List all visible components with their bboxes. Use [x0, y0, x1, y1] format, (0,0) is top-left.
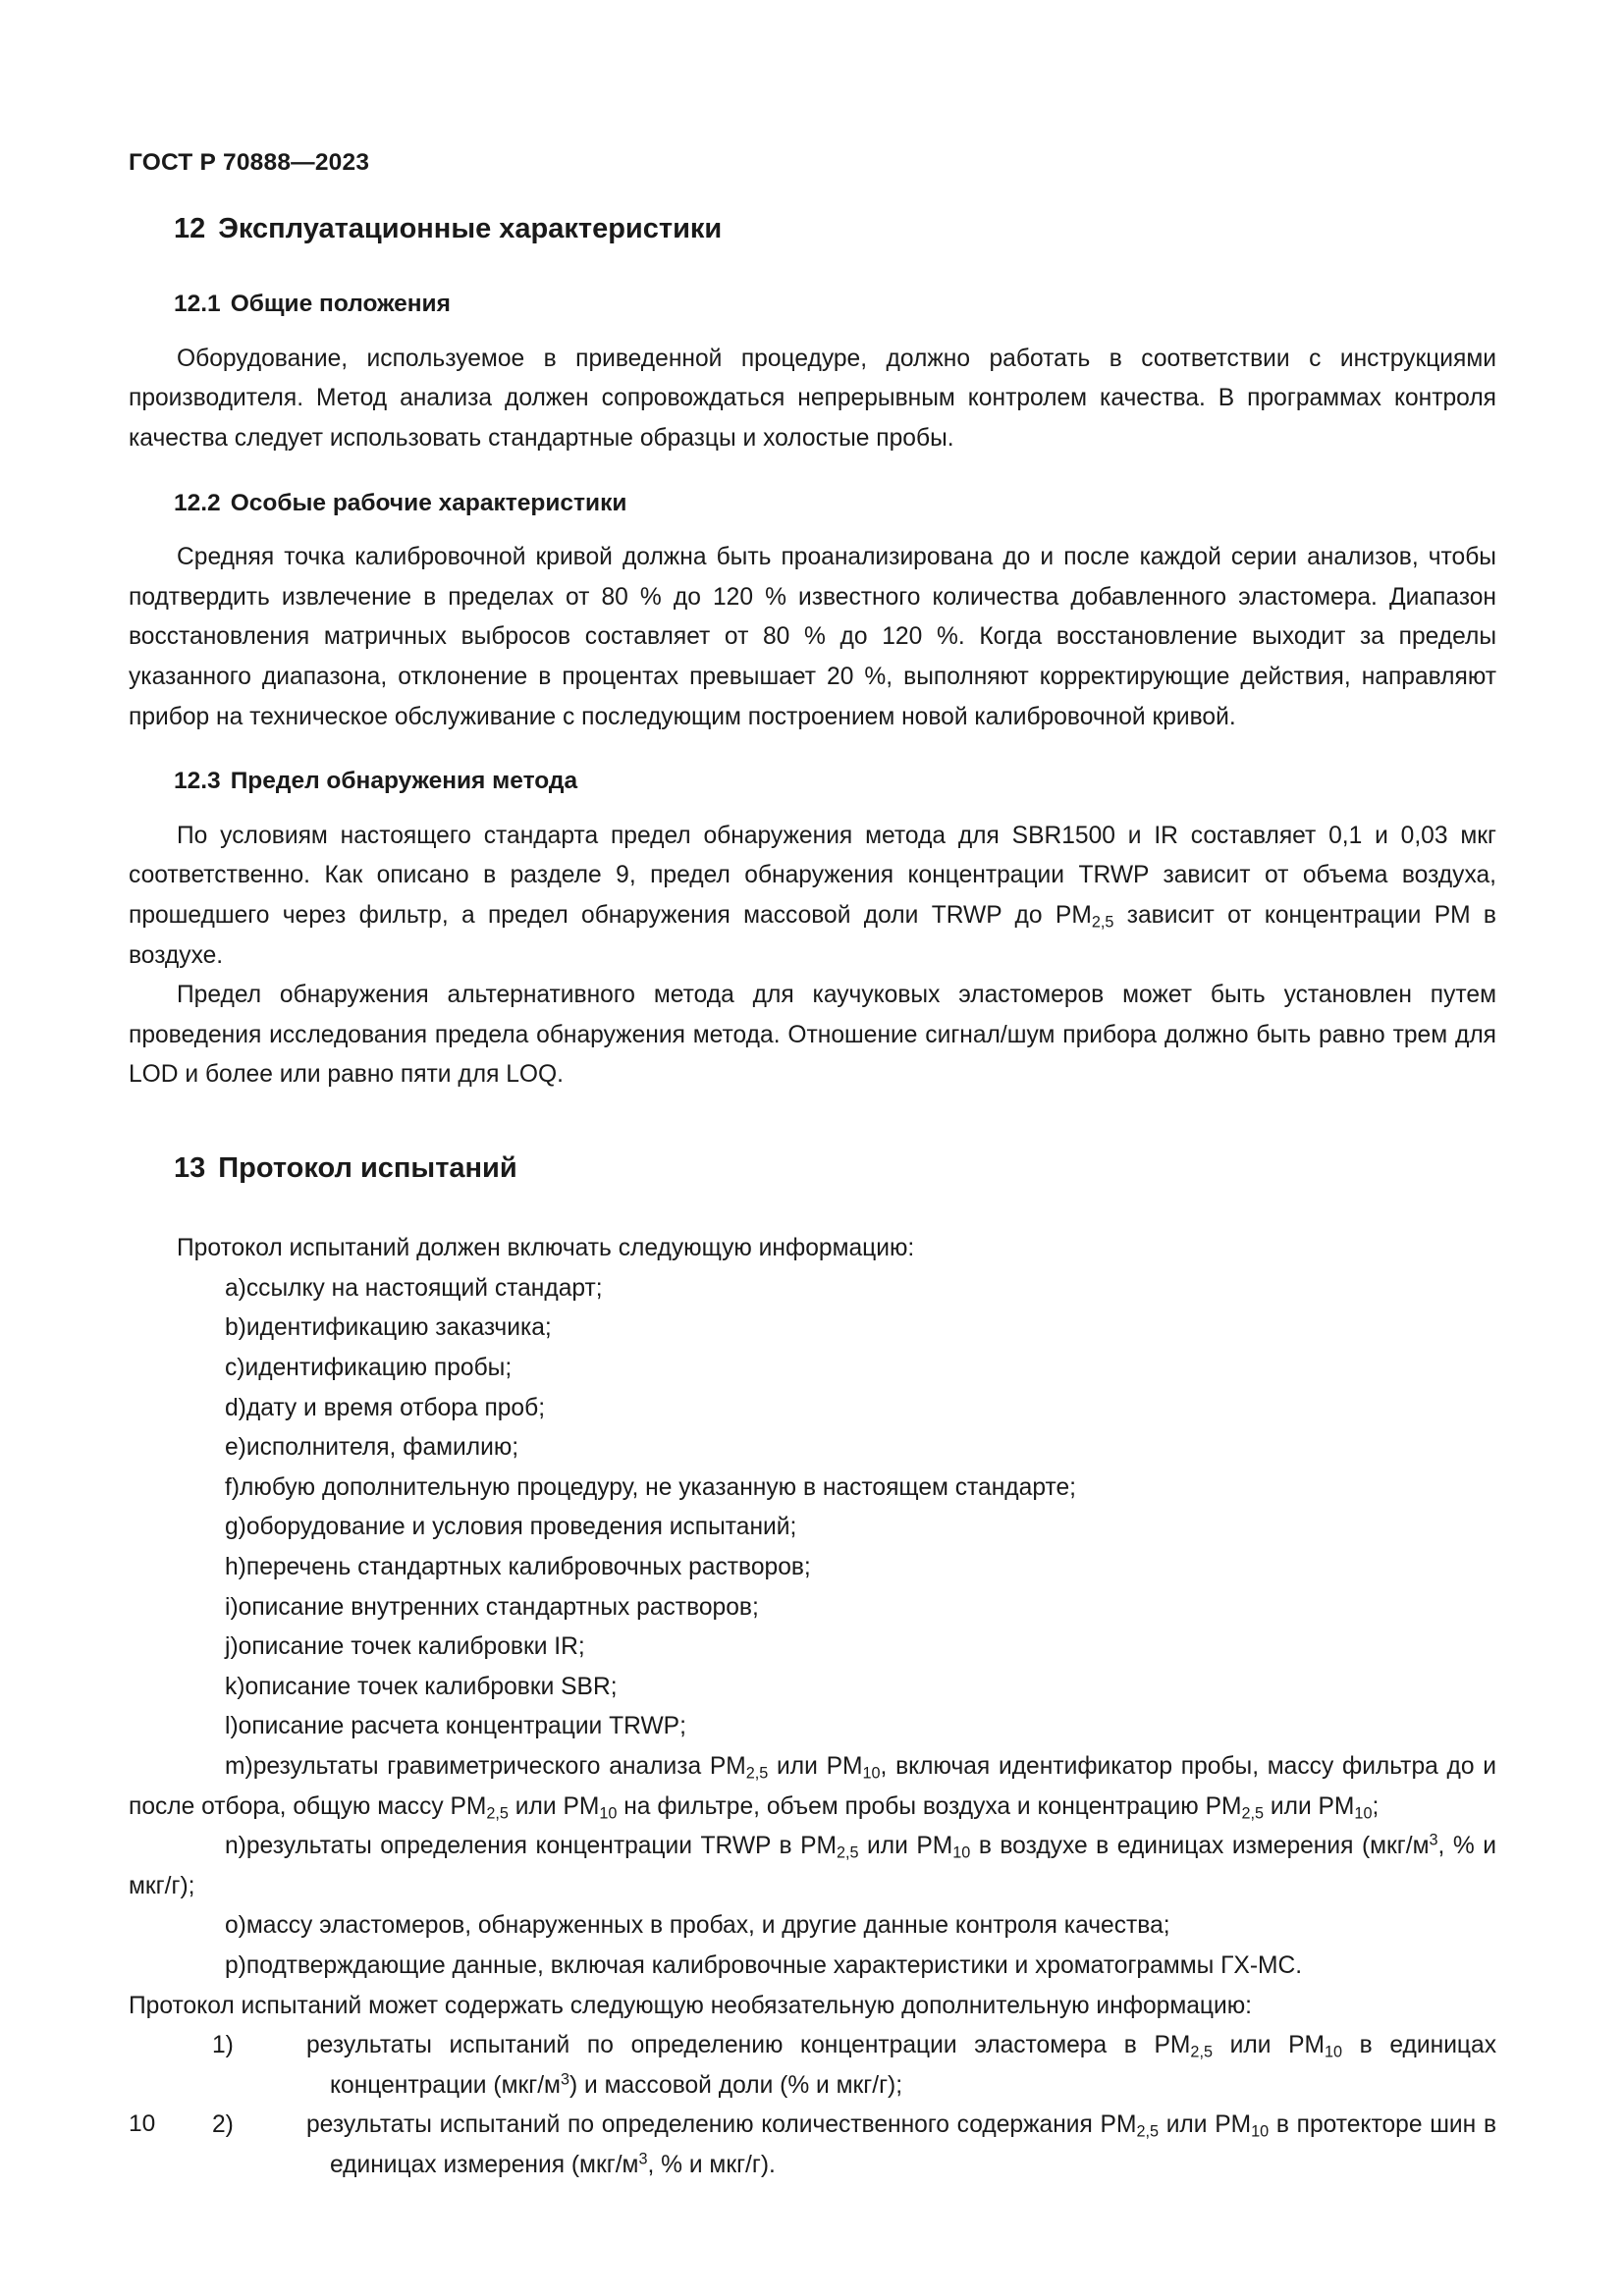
- list-item-marker: f): [225, 1473, 241, 1501]
- clause-13-heading: [129, 1150, 1496, 1186]
- page-body: [129, 211, 1496, 2186]
- list-item: [129, 1428, 1496, 1468]
- pm-subscript: 10: [1324, 2043, 1343, 2061]
- text-segment: ) и массовой доли (% и мкг/г);: [568, 2071, 903, 2099]
- list-item: [129, 1747, 1496, 1827]
- spacer: [129, 1186, 1496, 1229]
- sub-list-item: [129, 2026, 1496, 2106]
- clause-12-1-number: 12.1: [174, 291, 221, 318]
- list-item-marker: n): [225, 1833, 246, 1860]
- text-segment: ;: [1372, 1792, 1380, 1820]
- clause-12-3-paragraph-1: [129, 817, 1496, 976]
- list-item: [129, 1628, 1496, 1668]
- text-segment: или PM: [768, 1753, 863, 1780]
- text-segment: или PM: [1159, 2111, 1252, 2139]
- list-item-marker: c): [225, 1355, 245, 1382]
- text-segment: , % и мкг/г);: [129, 1833, 1496, 1899]
- list-item-marker: h): [225, 1554, 246, 1581]
- text-segment: или PM: [508, 1792, 600, 1820]
- list-item: [129, 1269, 1496, 1309]
- text-segment: результаты гравиметрического анализа PM: [252, 1753, 746, 1780]
- list-item: [129, 1668, 1496, 1708]
- list-item-marker: m): [225, 1753, 253, 1780]
- pm-subscript: 10: [862, 1764, 881, 1783]
- pm-subscript: 10: [599, 1804, 618, 1823]
- list-item: [129, 1906, 1496, 1947]
- pm-subscript: 10: [1251, 2122, 1270, 2141]
- pm-subscript: 10: [1354, 1804, 1373, 1823]
- list-item: [129, 1508, 1496, 1548]
- list-item-text: описание внутренних стандартных растворов;: [238, 1593, 759, 1621]
- clause-13-lead-paragraph: Протокол испытаний должен включать следующую информацию:: [177, 1235, 915, 1262]
- list-item: [129, 1468, 1496, 1509]
- pm-subscript: 2,5: [1190, 2043, 1213, 2061]
- clause-12-3-number: 12.3: [174, 768, 221, 795]
- text-segment: или PM: [1264, 1792, 1355, 1820]
- text-segment: или PM: [1212, 2032, 1325, 2059]
- text-segment: , включая идентификатор пробы, массу фильтра до и после отбора, общую массу PM: [129, 1753, 1496, 1820]
- sub-list-item-marker: 2): [212, 2111, 234, 2139]
- text-segment: или PM: [858, 1833, 953, 1860]
- list-item-marker: k): [225, 1673, 245, 1700]
- clause-12-heading: [129, 211, 1496, 246]
- list-item-text: перечень стандартных калибровочных растворов;: [245, 1554, 811, 1581]
- list-item: [129, 1947, 1496, 1987]
- list-item: [129, 1389, 1496, 1429]
- list-item: [129, 1827, 1496, 1906]
- list-item: [129, 1707, 1496, 1747]
- clause-12-2-heading: [129, 489, 1496, 519]
- clause-12-1-heading: [129, 290, 1496, 320]
- list-item: [129, 1308, 1496, 1349]
- text-segment: в единицах концентрации (мкг/м: [330, 2032, 1496, 2099]
- list-item-marker: j): [225, 1633, 239, 1661]
- clause-12-3-title: Предел обнаружения метода: [230, 768, 578, 795]
- spacer: [129, 518, 1496, 538]
- list-item-text: оборудование и условия проведения испытаний;: [245, 1514, 797, 1541]
- unit-exponent: 3: [638, 2150, 648, 2168]
- list-item-marker: b): [225, 1314, 246, 1342]
- list-item-text: описание точек калибровки IR;: [238, 1633, 585, 1661]
- list-item-text: любую дополнительную процедуру, не указанную в настоящем стандарте;: [240, 1473, 1076, 1501]
- text-segment: на фильтре, объем пробы воздуха и концентрацию PM: [617, 1792, 1242, 1820]
- clause-12-2-title: Особые рабочие характеристики: [230, 489, 627, 516]
- list-item-text: дату и время отбора проб;: [245, 1394, 546, 1421]
- unit-exponent: 3: [1429, 1831, 1438, 1849]
- text-segment: в воздухе в единицах измерения (мкг/м: [970, 1833, 1430, 1860]
- list-item: [129, 1548, 1496, 1588]
- list-item-marker: l): [225, 1713, 239, 1740]
- sub-list-item-marker: 1): [212, 2032, 234, 2059]
- list-item-text: идентификацию пробы;: [244, 1355, 513, 1382]
- spacer: [129, 737, 1496, 767]
- spacer: [129, 1095, 1496, 1150]
- optional-info-lead: Протокол испытаний может содержать следующую необязательную дополнительную информацию:: [129, 1992, 1253, 2019]
- text-segment: , % и мкг/г).: [647, 2151, 776, 2178]
- list-item-marker: e): [225, 1434, 246, 1462]
- pm-subscript: 2,5: [836, 1843, 859, 1862]
- report-items-list: [129, 1269, 1496, 1987]
- spacer: [129, 797, 1496, 817]
- text-segment: зависит от концентрации PM в воздухе.: [129, 902, 1496, 969]
- list-item-marker: o): [225, 1912, 246, 1940]
- list-item: [129, 1349, 1496, 1389]
- list-item-marker: p): [225, 1951, 246, 1979]
- clause-12-1-paragraph: Оборудование, используемое в приведенной процедуре, должно работать в соответствии с инструкциями производителя. Метод анализа должен сопровождаться непрерывным контролем качества. В программах контроля качества следует использовать стандартные образцы и холостые пробы.: [129, 345, 1496, 453]
- list-item-marker: g): [225, 1514, 246, 1541]
- sub-list-item: [129, 2106, 1496, 2185]
- list-item-text: описание точек калибровки SBR;: [244, 1673, 618, 1700]
- clause-13-number: 13: [174, 1152, 206, 1185]
- list-item-text: ссылку на настоящий стандарт;: [245, 1274, 603, 1302]
- clause-12-2-paragraph: Средняя точка калибровочной кривой должна быть проанализирована до и после каждой серии анализов, чтобы подтвердить извлечение в пределах от 80 % до 120 % известного количества добавленного эластомера. Диапазон восстановления матричных выбросов составляет от 80 % до 120 %. Когда восстановление выходит за пределы указанного диапазона, отклонение в процентах превышает 20 %, выполняют корректирующие действия, направляют прибор на техническое обслуживание с последующим построением новой калибровочной кривой.: [129, 544, 1496, 730]
- list-item-text: идентификацию заказчика;: [245, 1314, 552, 1342]
- spacer: [129, 320, 1496, 340]
- pm-subscript: 2,5: [1136, 2122, 1159, 2141]
- list-item-text: исполнителя, фамилию;: [245, 1434, 519, 1462]
- pm-subscript: 2,5: [1241, 1804, 1265, 1823]
- list-item-text: подтверждающие данные, включая калибровочные характеристики и хроматограммы ГХ-МС.: [245, 1951, 1303, 1979]
- text-segment: в протекторе шин в единицах измерения (мкг/м: [330, 2111, 1497, 2178]
- list-item-text: описание расчета концентрации TRWP;: [238, 1713, 686, 1740]
- unit-exponent: 3: [560, 2070, 569, 2089]
- pm-subscript: 2,5: [745, 1764, 769, 1783]
- list-item-marker: i): [225, 1593, 239, 1621]
- clause-13-title: Протокол испытаний: [218, 1152, 517, 1185]
- clause-12-2-number: 12.2: [174, 489, 221, 516]
- text-segment: По условиям настоящего стандарта предел обнаружения метода для SBR1500 и IR составляет 0,1 и 0,03 мкг соответственно. Как описано в разделе 9, предел обнаружения концентрации TRWP зависит от объема воздуха, прошедшего через фильтр, а предел обнаружения массовой доли TRWP до PM: [129, 822, 1496, 930]
- spacer: [129, 246, 1496, 290]
- list-item: [129, 1588, 1496, 1629]
- text-segment: результаты испытаний по определению концентрации эластомера в PM: [306, 2032, 1191, 2059]
- clause-12-1-title: Общие положения: [230, 291, 451, 318]
- list-item-marker: a): [225, 1274, 246, 1302]
- clause-12-number: 12: [174, 213, 206, 244]
- running-head: ГОСТ Р 70888—2023: [129, 149, 370, 176]
- list-item-marker: d): [225, 1394, 246, 1421]
- list-item-text: массу эластомеров, обнаруженных в пробах, и другие данные контроля качества;: [245, 1912, 1170, 1940]
- text-segment: результаты определения концентрации TRWP в PM: [245, 1833, 837, 1860]
- clause-12-3-paragraph-2: Предел обнаружения альтернативного метода для каучуковых эластомеров может быть установлен путем проведения исследования предела обнаружения метода. Отношение сигнал/шум прибора должно быть равно трем для LOD и более или равно пяти для LOQ.: [129, 982, 1496, 1089]
- page-number: 10: [129, 2110, 156, 2137]
- text-segment: результаты испытаний по определению количественного содержания PM: [306, 2111, 1137, 2139]
- pm-subscript: 2,5: [1091, 913, 1114, 932]
- spacer: [129, 459, 1496, 489]
- pm-subscript: 2,5: [486, 1804, 509, 1823]
- clause-12-3-heading: [129, 767, 1496, 797]
- clause-12-title: Эксплуатационные характеристики: [218, 213, 723, 244]
- pm-subscript: 10: [952, 1843, 971, 1862]
